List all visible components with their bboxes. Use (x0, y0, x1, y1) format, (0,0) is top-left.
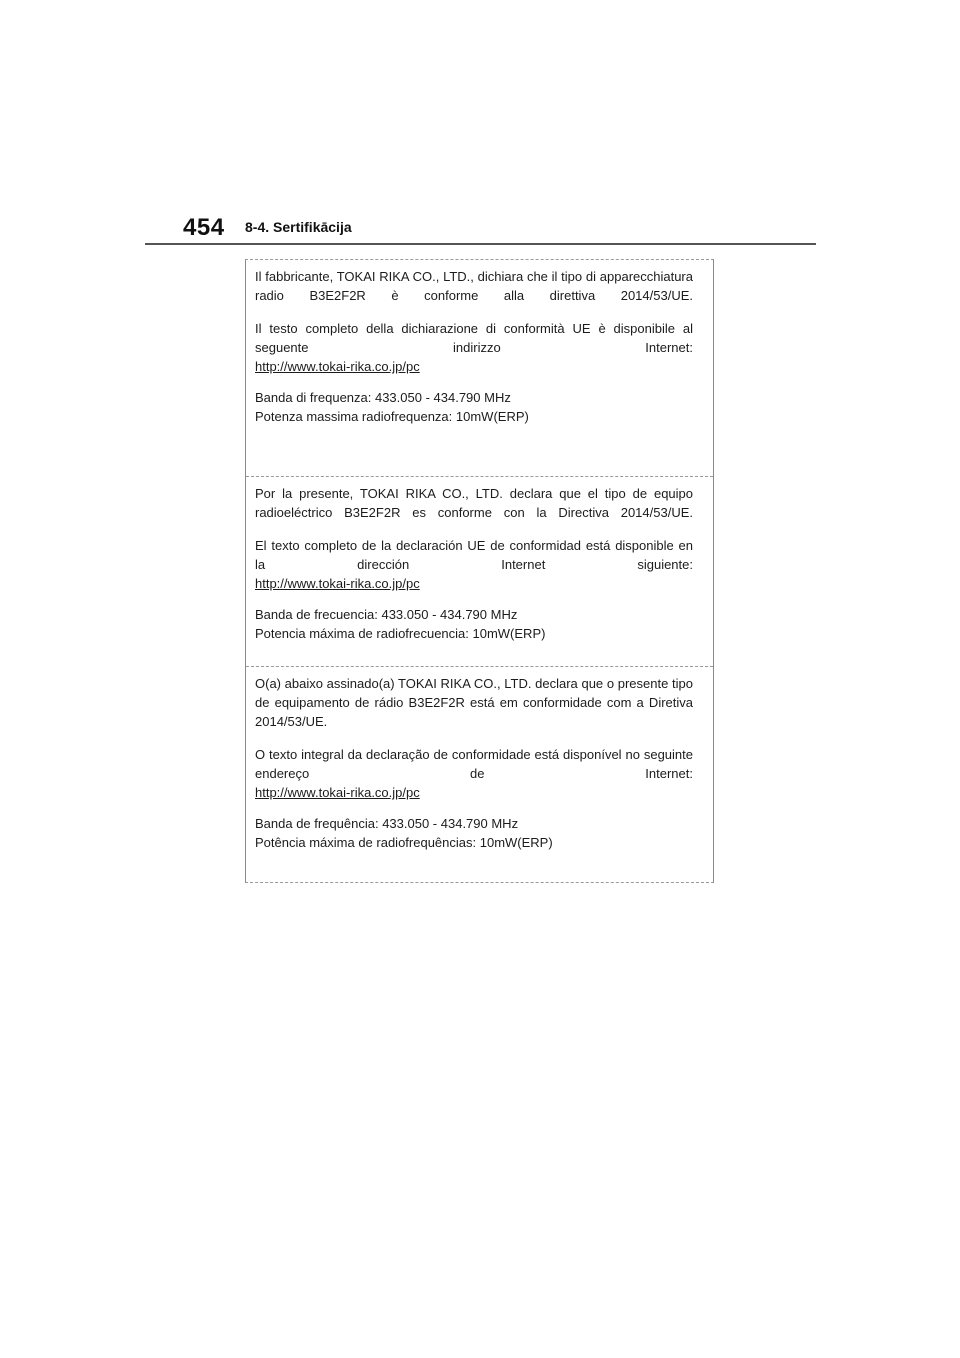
frequency-band: Banda de frequência: 433.050 - 434.790 MHz (255, 816, 519, 831)
availability-text: O texto integral da declaração de conformidade está disponível no seguinte endereço de Internet: (255, 747, 693, 781)
frequency-band: Banda di frequenza: 433.050 - 434.790 MHz (255, 390, 511, 405)
max-power: Potenza massima radiofrequenza: 10mW(ERP) (255, 409, 529, 424)
declaration-statement: Il fabbricante, TOKAI RIKA CO., LTD., dichiara che il tipo di apparecchiatura radio B3E2F2R è conforme alla direttiva 2014/53/UE. (255, 269, 693, 303)
declaration-box (245, 259, 714, 883)
radio-specs (255, 388, 693, 426)
declaration-statement: Por la presente, TOKAI RIKA CO., LTD. declara que el tipo de equipo radioeléctrico B3E2F2R es conforme con la Directiva 2014/53/UE. (255, 486, 693, 520)
declaration-availability (255, 745, 693, 802)
declaration-availability (255, 536, 693, 593)
declaration-url-link[interactable]: http://www.tokai-rika.co.jp/pc (255, 359, 420, 374)
max-power: Potência máxima de radiofrequências: 10mW(ERP) (255, 835, 553, 850)
max-power: Potencia máxima de radiofrecuencia: 10mW(ERP) (255, 626, 546, 641)
availability-text: Il testo completo della dichiarazione di conformità UE è disponibile al seguente indirizzo Internet: (255, 321, 693, 355)
declaration-url-link[interactable]: http://www.tokai-rika.co.jp/pc (255, 576, 420, 591)
radio-specs (255, 814, 693, 852)
radio-specs (255, 605, 693, 643)
page-number: 454 (183, 214, 225, 241)
declaration-portuguese (246, 666, 713, 882)
frequency-band: Banda de frecuencia: 433.050 - 434.790 MHz (255, 607, 518, 622)
declaration-availability (255, 319, 693, 376)
declaration-italian (246, 260, 713, 476)
declaration-spanish (246, 476, 713, 666)
declaration-statement: O(a) abaixo assinado(a) TOKAI RIKA CO., LTD. declara que o presente tipo de equipamento de rádio B3E2F2R está em conformidade com a Diretiva 2014/53/UE. (255, 676, 693, 729)
header-divider (145, 243, 816, 245)
declaration-url-link[interactable]: http://www.tokai-rika.co.jp/pc (255, 785, 420, 800)
section-title: 8-4. Sertifikācija (245, 219, 352, 235)
availability-text: El texto completo de la declaración UE de conformidad está disponible en la dirección Internet siguiente: (255, 538, 693, 572)
